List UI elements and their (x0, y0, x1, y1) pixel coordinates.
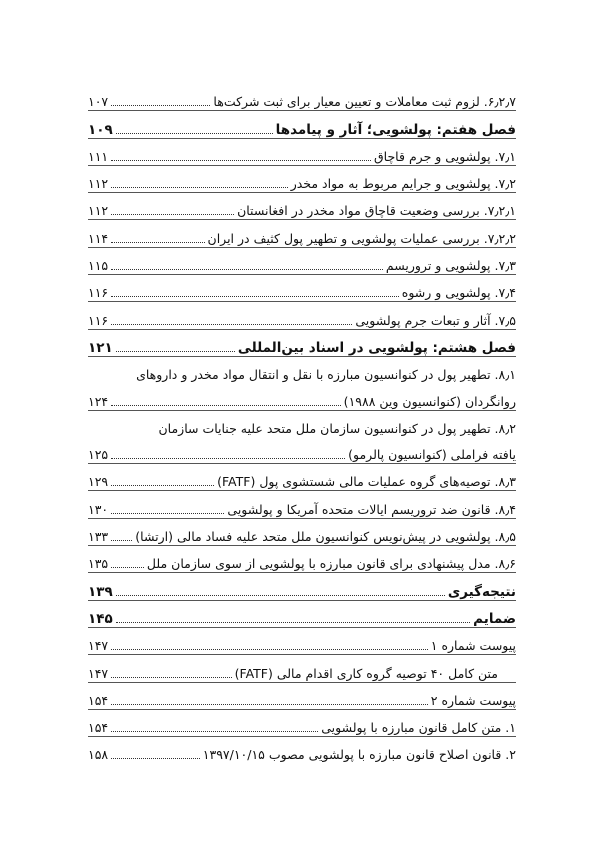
toc-chapter-title: ضمایم (473, 610, 516, 627)
toc-entry[interactable] (88, 302, 516, 328)
toc-entry-page: ۱۲۴ (88, 393, 109, 409)
toc-entry-line1[interactable] (88, 411, 516, 437)
toc-entry[interactable] (88, 683, 516, 709)
toc-entry[interactable] (88, 220, 516, 246)
toc-chapter-title: فصل هفتم: پولشویی؛ آثار و پیامدها (275, 121, 516, 138)
toc-entry[interactable] (88, 628, 516, 654)
toc-chapter[interactable] (88, 111, 516, 137)
toc-entry[interactable] (88, 275, 516, 301)
toc-entry-page: ۱۱۵ (88, 258, 109, 274)
toc-entry-line1[interactable] (88, 357, 516, 383)
toc-entry-title: ۸٫۱. تطهیر پول در کنوانسیون مبارزه با نقل و انتقال مواد مخدر و داروهای (136, 367, 516, 383)
toc-entry-title: ۸٫۳. توصیه‌های گروه عملیات مالی شستشوی پول (FATF) (217, 474, 516, 490)
toc-chapter[interactable] (88, 601, 516, 627)
leader-dots (116, 579, 445, 596)
leader-dots (116, 606, 470, 623)
toc-entry[interactable] (88, 655, 516, 681)
toc-entry-title: متن کامل ۴۰ توصیه گروه کاری اقدام مالی (FATF) (234, 665, 498, 681)
toc-entry-title: ۷٫۲. پولشویی و جرایم مربوط به مواد مخدر (290, 176, 516, 192)
leader-dots (111, 389, 341, 406)
toc-entry[interactable] (88, 464, 516, 490)
leader-dots (111, 661, 231, 678)
toc-entry-page: ۱۵۴ (88, 692, 109, 708)
toc-chapter[interactable] (88, 330, 516, 356)
leader-dots (111, 442, 345, 459)
toc-entry-page: ۱۲۹ (88, 474, 109, 490)
toc-entry-page: ۱۲۵ (88, 447, 109, 463)
leader-dots (111, 688, 428, 705)
table-of-contents (88, 84, 516, 763)
toc-entry-page: ۱۵۴ (88, 720, 109, 736)
toc-entry[interactable] (88, 737, 516, 763)
toc-chapter-page: ۱۴۵ (88, 610, 113, 627)
toc-entry-title: ۶٫۲٫۷. لزوم ثبت معاملات و تعیین معیار برای ثبت شرکت‌ها (213, 94, 516, 110)
toc-entry[interactable] (88, 437, 516, 463)
leader-dots (116, 117, 273, 134)
toc-entry[interactable] (88, 519, 516, 545)
toc-chapter-page: ۱۰۹ (88, 121, 113, 138)
toc-entry-title: ۸٫۴. قانون ضد تروریسم ایالات متحده آمریکا و پولشویی (227, 501, 516, 517)
leader-dots (116, 335, 235, 352)
toc-entry-title: ۷٫۳. پولشویی و تروریسم (385, 258, 516, 274)
toc-entry-title: ۲. قانون اصلاح قانون مبارزه با پولشویی مصوب ۱۳۹۷/۱۰/۱۵ (202, 747, 516, 763)
toc-entry[interactable] (88, 84, 516, 110)
toc-entry-page: ۱۳۵ (88, 556, 109, 572)
leader-dots (111, 144, 371, 161)
toc-entry-title: ۷٫۱. پولشویی و جرم قاچاق (373, 148, 516, 164)
toc-chapter-title: فصل هشتم: پولشویی در اسناد بین‌المللی (237, 339, 516, 356)
toc-entry-title: روانگردان (کنوانسیون وین ۱۹۸۸) (343, 393, 516, 409)
toc-entry-title: ۸٫۶. مدل پیشنهادی برای قانون مبارزه با پولشویی از سوی سازمان ملل (146, 556, 516, 572)
leader-dots (111, 742, 200, 759)
toc-entry[interactable] (88, 710, 516, 736)
toc-entry-page: ۱۵۸ (88, 747, 109, 763)
leader-dots (111, 171, 288, 188)
toc-chapter-page: ۱۳۹ (88, 583, 113, 600)
toc-entry-title: یافته فراملی (کنوانسیون پالرمو) (348, 447, 516, 463)
toc-entry-page: ۱۱۶ (88, 285, 109, 301)
toc-entry-page: ۱۱۶ (88, 312, 109, 328)
toc-entry[interactable] (88, 383, 516, 409)
leader-dots (111, 198, 234, 215)
toc-entry[interactable] (88, 546, 516, 572)
toc-entry-page: ۱۱۱ (88, 148, 109, 164)
leader-dots (111, 715, 318, 732)
toc-chapter-page: ۱۲۱ (88, 339, 113, 356)
toc-entry-page: ۱۱۴ (88, 230, 109, 246)
leader-dots (111, 524, 132, 541)
toc-chapter[interactable] (88, 573, 516, 599)
toc-entry-title: ۱. متن کامل قانون مبارزه با پولشویی (321, 720, 516, 736)
toc-entry[interactable] (88, 166, 516, 192)
toc-entry-page: ۱۳۳ (88, 529, 109, 545)
toc-entry-page: ۱۰۷ (88, 94, 109, 110)
leader-dots (111, 89, 210, 106)
toc-entry-page: ۱۱۲ (88, 203, 109, 219)
leader-dots (111, 308, 352, 325)
leader-dots (111, 497, 224, 514)
toc-entry-title: ۷٫۲٫۲. بررسی عملیات پولشویی و تطهیر پول کثیف در ایران (207, 230, 516, 246)
leader-dots (111, 551, 144, 568)
leader-dots (111, 253, 383, 270)
toc-entry-title: ۷٫۵. آثار و تبعات جرم پولشویی (355, 312, 516, 328)
toc-entry-title: پیوست شماره ۱ (430, 638, 516, 654)
leader-dots (111, 226, 204, 243)
toc-entry-page: ۱۱۲ (88, 176, 109, 192)
toc-entry-page: ۱۴۷ (88, 665, 109, 681)
toc-entry[interactable] (88, 139, 516, 165)
toc-entry[interactable] (88, 193, 516, 219)
leader-dots (111, 633, 428, 650)
toc-entry[interactable] (88, 248, 516, 274)
leader-dots (111, 469, 214, 486)
toc-entry-page: ۱۳۰ (88, 501, 109, 517)
toc-entry-page: ۱۴۷ (88, 638, 109, 654)
toc-entry-title: ۷٫۲٫۱. بررسی وضعیت قاچاق مواد مخدر در افغانستان (237, 203, 516, 219)
toc-chapter-title: نتیجه‌گیری (447, 583, 516, 600)
leader-dots (111, 280, 399, 297)
toc-entry[interactable] (88, 491, 516, 517)
toc-entry-title: ۷٫۴. پولشویی و رشوه (401, 285, 516, 301)
toc-entry-title: پیوست شماره ۲ (430, 692, 516, 708)
toc-entry-title: ۸٫۲. تطهیر پول در کنوانسیون سازمان ملل متحد علیه جنایات سازمان (158, 420, 516, 436)
toc-entry-title: ۸٫۵. پولشویی در پیش‌نویس کنوانسیون ملل متحد علیه فساد مالی (ارتشا) (135, 529, 516, 545)
